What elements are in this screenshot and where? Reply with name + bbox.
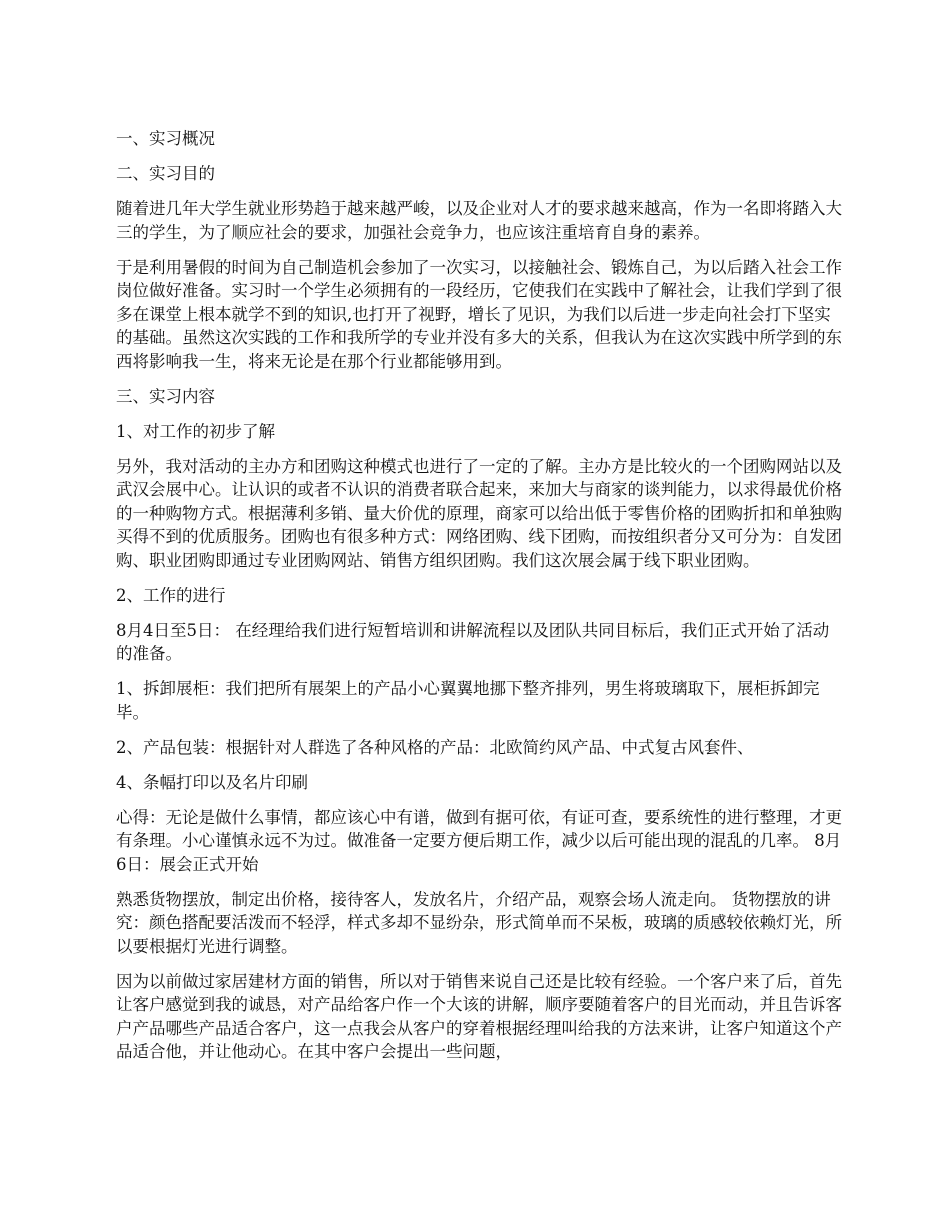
paragraph-reflection: 心得：无论是做什么事情，都应该心中有谱，做到有据可依，有证可查，要系统性的进行整理，才更有条理。小心谨慎永远不为过。做准备一定要方便后期工作，减少以后可能出现的混乱的几率。 8月6日：展会正式开始 <box>116 807 842 874</box>
paragraph-sales-experience: 因为以前做过家居建材方面的销售，所以对于销售来说自己还是比较有经验。一个客户来了后，首先让客户感觉到我的诚恳，对产品给客户作一个大该的讲解，顺序要随着客户的目光而动，并且告诉客户产品哪些产品适合客户，这一点我会从客户的穿着根据经理叫给我的方法来讲，让客户知道这个产品适合他，并让他动心。在其中客户会提出一些问题， <box>116 971 842 1061</box>
list-item-banner-printing: 4、条幅打印以及名片印刷 <box>116 772 308 792</box>
paragraph-group-buying: 另外，我对活动的主办方和团购这种模式也进行了一定的了解。主办方是比较火的一个团购网站以及武汉会展中心。让认识的或者不认识的消费者联合起来，来加大与商家的谈判能力，以求得最优价格的一种购物方式。根据薄利多销、量大价优的原理，商家可以给出低于零售价格的团购折扣和单独购买得不到的优质服务。团购也有很多种方式：网络团购、线下团购，而按组织者分又可分为：自发团购、职业团购即通过专业团购网站、销售方组织团购。我们这次展会属于线下职业团购。 <box>116 456 842 570</box>
heading-internship-content: 三、实习内容 <box>116 386 215 406</box>
paragraph-goods-display: 熟悉货物摆放，制定出价格，接待客人，发放名片，介绍产品，观察会场人流走向。 货物摆放的讲究：颜色搭配要活泼而不轻浮，样式多却不显纷杂，形式简单而不呆板，玻璃的质感较依赖灯光，所以要根据灯光进行调整。 <box>116 889 842 956</box>
paragraph-employment-situation: 随着进几年大学生就业形势趋于越来越严峻，以及企业对人才的要求越来越高，作为一名即将踏入大三的学生，为了顺应社会的要求，加强社会竞争力，也应该注重培育自身的素养。 <box>116 199 842 242</box>
heading-internship-overview: 一、实习概况 <box>116 129 215 148</box>
subheading-initial-understanding: 1、对工作的初步了解 <box>116 421 275 441</box>
list-item-product-packaging: 2、产品包装：根据针对人群选了各种风格的产品：北欧简约风产品、中式复古风套件、 <box>116 737 754 757</box>
paragraph-summer-internship: 于是利用暑假的时间为自己制造机会参加了一次实习，以接触社会、锻炼自己，为以后踏入社会工作岗位做好准备。实习时一个学生必须拥有的一段经历，它使我们在实践中了解社会，让我们学到了很多在课堂上根本就学不到的知识,也打开了视野，增长了见识，为我们以后进一步走向社会打下坚实的基础。虽然这次实践的工作和我所学的专业并没有多大的关系，但我认为在这次实践中所学到的东西将影响我一生，将来无论是在那个行业都能够用到。 <box>116 257 842 371</box>
subheading-work-progress: 2、工作的进行 <box>116 585 226 605</box>
paragraph-aug-4-5: 8月4日至5日： 在经理给我们进行短暂培训和讲解流程以及团队共同目标后，我们正式开始了活动的准备。 <box>116 620 830 663</box>
list-item-dismantle-cabinets: 1、拆卸展柜：我们把所有展架上的产品小心翼翼地挪下整齐排列，男生将玻璃取下，展柜拆卸完毕。 <box>116 679 820 722</box>
document-body <box>116 127 842 1075</box>
heading-internship-purpose: 二、实习目的 <box>116 164 215 183</box>
